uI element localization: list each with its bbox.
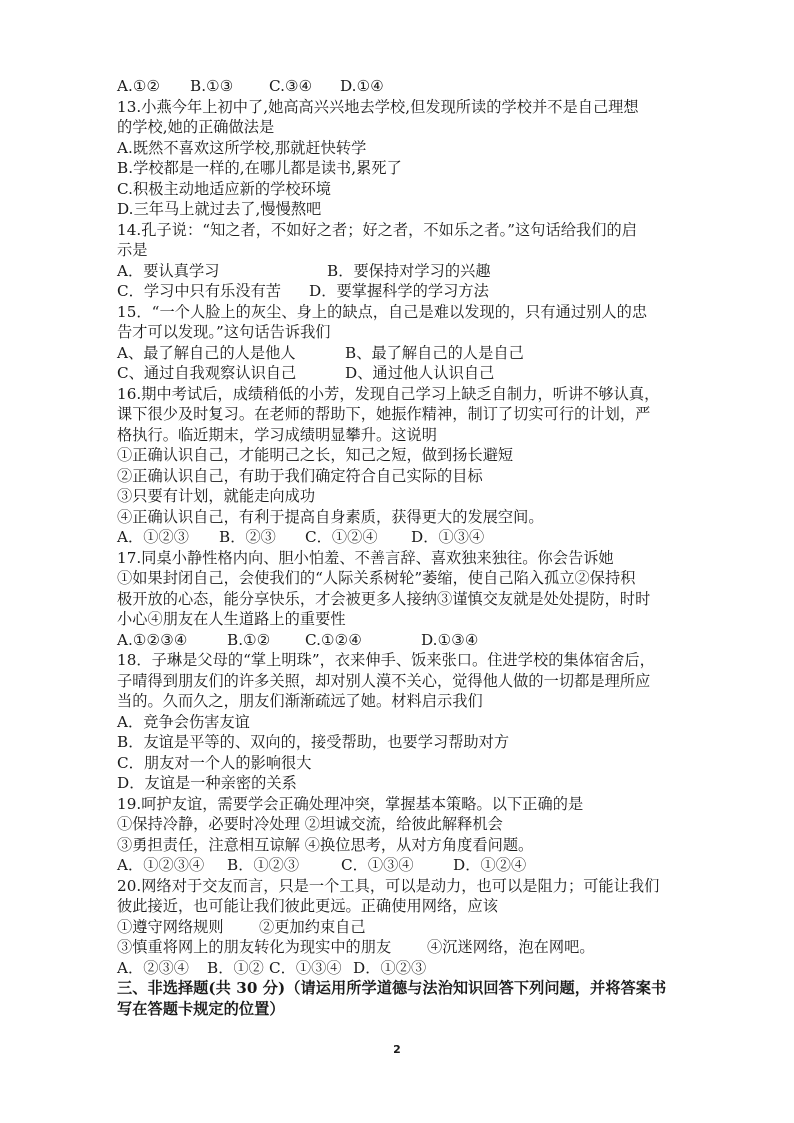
q16-stem-line-3: 格执行。临近期末，学习成绩明显攀升。这说明 [117,425,437,444]
q20-option-c: C．①③④ [269,958,342,977]
q20-option-d: D．①②③ [353,958,427,977]
q15-stem-line-2: 告才可以发现。”这句话告诉我们 [117,323,331,341]
q16-item-1: ①正确认识自己，才能明己之长，知己之短，做到扬长避短 [117,446,514,464]
q12-option-c: C.③④ [269,77,313,95]
q18-stem-line-2: 子晴得到朋友们的许多关照，却对别人漠不关心，觉得他人做的一切都是理所应 [117,671,651,690]
exam-page-content [117,76,697,1019]
q19-option-d: D．①②④ [453,856,527,874]
q20-item-2: ②更加约束自己 [259,917,366,936]
q17-options [117,630,697,651]
q12-option-b: B.①③ [190,77,234,95]
q20-item-1: ①遵守网络规则 [117,917,224,936]
q16-option-b: B．②③ [219,528,276,546]
q18-option-c: C．朋友对一个人的影响很大 [117,753,312,772]
q17-option-b: B.①② [227,630,271,649]
q15-stem-line-1: 15．“一个人脸上的灰尘、身上的缺点，自己是难以发现的，只有通过别人的忠 [117,302,648,321]
q13-option-b: B.学校都是一样的,在哪儿都是读书,累死了 [117,159,402,177]
q16-option-d: D．①③④ [411,528,485,546]
q12-options [117,76,697,97]
q15-option-d: D、通过他人认识自己 [345,364,495,382]
q13-stem-line-1: 13.小燕今年上初中了,她高高兴兴地去学校,但发现所读的学校并不是自己理想 [117,97,639,116]
q19-options [117,855,697,876]
q16-options [117,527,697,548]
q14-stem-line-1: 14.孔子说：“知之者，不如好之者；好之者，不如乐之者。”这句话给我们的启 [117,220,637,239]
q16-item-2: ②正确认识自己，有助于我们确定符合自己实际的目标 [117,466,483,485]
q20-stem-line-1: 20.网络对于交友而言，只是一个工具，可以是动力，也可以是阻力；可能让我们 [117,876,660,895]
q14-option-d: D．要掌握科学的学习方法 [309,282,489,300]
q17-option-a: A.①②③④ [117,630,188,649]
q16-item-4: ④正确认识自己，有利于提高自身素质，获得更大的发展空间。 [117,507,544,526]
q20-stem-line-2: 彼此接近，也可能让我们彼此更远。正确使用网络，应该 [117,897,498,915]
q19-option-b: B．①②③ [227,856,300,874]
q14-option-a: A．要认真学习 [117,261,220,280]
q19-body-line-1: ①保持冷静，必要时冷处理 ②坦诚交流，给彼此解释机会 [117,815,503,833]
q20-option-a: A．②③④ [117,958,189,977]
q15-option-b: B、最了解自己的人是自己 [345,343,524,362]
q17-body-line-3: 小心④朋友在人生道路上的重要性 [117,610,346,628]
q17-body-line-1: ①如果封闭自己，会使我们的“人际关系树轮”萎缩，使自己陷入孤立②保持积 [117,569,636,587]
q16-stem-line-2: 课下很少及时复习。在老师的帮助下，她振作精神，制订了切实可行的计划，严 [117,405,651,423]
q15-option-c: C、通过自我观察认识自己 [117,364,297,382]
q19-body-line-2: ③勇担责任，注意相互谅解 ④换位思考，从对方角度看问题。 [117,835,534,854]
q12-option-a: A.①② [117,77,161,95]
q19-stem-line-1: 19.呵护友谊，需要学会正确处理冲突，掌握基本策略。以下正确的是 [117,794,584,813]
section-3-heading-line-2: 写在答题卡规定的位置） [117,999,285,1018]
q13-stem-line-2: 的学校,她的正确做法是 [117,118,275,136]
q12-option-d: D.①④ [340,77,384,95]
q18-option-a: A．竞争会伤害友谊 [117,712,250,731]
q20-option-b: B．①② [207,958,264,977]
q17-option-c: C.①②④ [305,630,363,649]
q14-options-row-2 [117,281,697,302]
q17-body-line-2: 极开放的心态，能分享快乐，才会被更多人接纳③谨慎交友就是处处提防，时时 [117,589,651,608]
q20-item-3: ③慎重将网上的朋友转化为现实中的朋友 [117,938,392,956]
q19-option-a: A．①②③④ [117,856,205,874]
q13-option-a: A.既然不喜欢这所学校,那就赶快转学 [117,138,367,157]
page-number: 2 [393,1043,401,1056]
q14-option-c: C．学习中只有乐没有苦 [117,282,282,300]
q18-stem-line-1: 18．子琳是父母的“掌上明珠”，衣来伸手、饭来张口。住进学校的集体宿舍后， [117,651,655,669]
q15-options-row-1 [117,343,697,364]
q17-stem-line-1: 17.同桌小静性格内向、胆小怕羞、不善言辞、喜欢独来独往。你会告诉她 [117,548,614,567]
q18-stem-line-3: 当的。久而久之，朋友们渐渐疏远了她。材料启示我们 [117,692,483,710]
q20-items-row-2 [117,937,697,958]
q15-options-row-2 [117,363,697,384]
q14-stem-line-2: 示是 [117,241,148,259]
q20-options [117,958,697,979]
q16-option-a: A．①②③ [117,528,189,546]
q18-option-d: D．友谊是一种亲密的关系 [117,774,297,792]
q13-option-c: C.积极主动地适应新的学校环境 [117,179,332,198]
q16-stem-line-1: 16.期中考试后，成绩稍低的小芳，发现自己学习上缺乏自制力，听讲不够认真， [117,384,660,403]
q19-option-c: C．①③④ [341,856,414,874]
q14-option-b: B．要保持对学习的兴趣 [327,261,491,280]
q13-option-d: D.三年马上就过去了,慢慢熬吧 [117,200,322,218]
q20-items-row-1 [117,917,697,938]
q18-option-b: B．友谊是平等的、双向的，接受帮助，也要学习帮助对方 [117,733,510,751]
q17-option-d: D.①③④ [421,630,479,649]
q14-options-row-1 [117,261,697,282]
q16-item-3: ③只要有计划，就能走向成功 [117,487,316,505]
q16-option-c: C．①②④ [305,528,378,546]
q20-item-4: ④沉迷网络，泡在网吧。 [427,938,595,956]
q15-option-a: A、最了解自己的人是他人 [117,343,296,362]
section-3-heading-line-1: 三、非选择题(共 30 分)（请运用所学道德与法治知识回答下列问题，并将答案书 [117,979,667,997]
